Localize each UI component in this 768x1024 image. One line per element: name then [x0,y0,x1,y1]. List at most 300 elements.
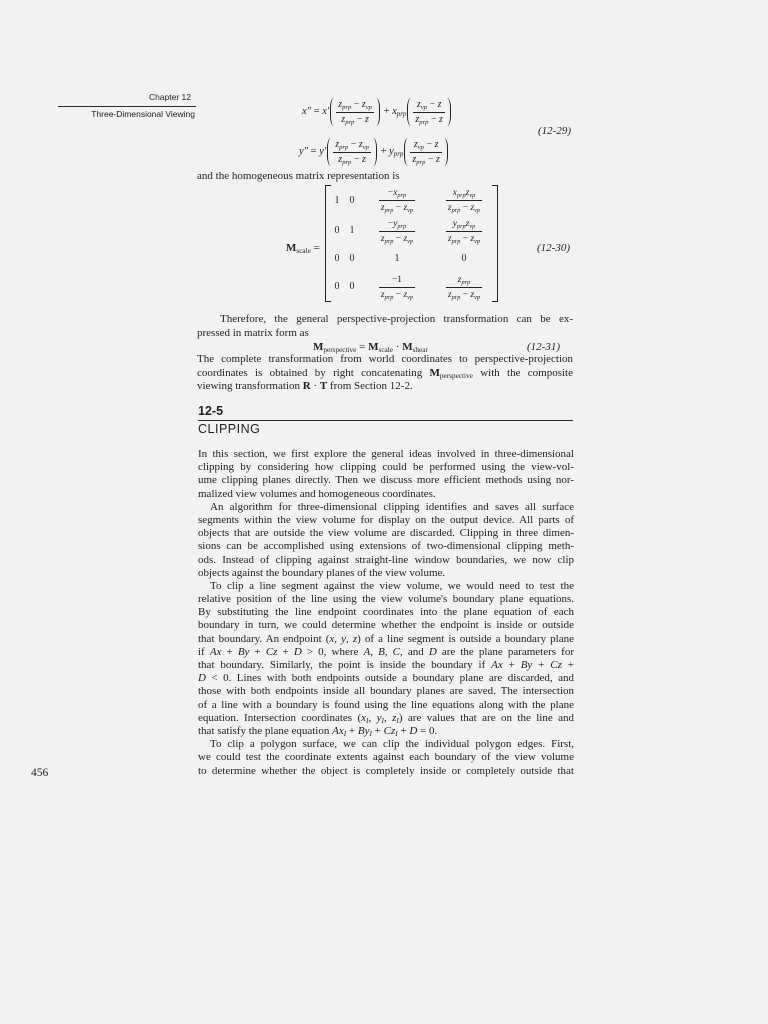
text-run: · [310,380,320,393]
variable-symbol: M [313,340,324,353]
text-line [198,474,574,487]
text-line [198,738,574,751]
paren-content [335,99,375,126]
variable-symbol: z [413,138,418,150]
variable-symbol: z [361,153,366,165]
subscript: shear [412,345,428,354]
math-variable [414,139,424,150]
math-variable [365,114,369,125]
subscript: I [369,730,372,739]
variable-symbol: z [415,113,420,125]
text-run: ) of a line segment is outside a boundary plane [357,632,574,645]
matrix-lhs [286,240,320,256]
text-run: To clip a polygon surface, we can clip the individual polygon edges. First, [210,738,574,751]
matrix-cell [343,246,361,272]
matrix-cell [331,246,343,272]
math-variable [266,646,278,658]
text-line [198,751,574,764]
text-run: To clip a line segment against the view volume, we would need to test the [210,579,574,592]
math-variable [393,646,400,658]
math-variable [377,712,384,724]
text-run: − [354,113,365,125]
parenthesized-group [329,98,381,126]
variable-symbol: D [428,645,437,658]
text-run: − [460,289,471,300]
math-variable [417,99,427,110]
variable-symbol: z [465,218,470,229]
variable-symbol: z [470,233,475,244]
subscript: scale [296,246,311,255]
matrix-cell [361,216,433,246]
variable-symbol: x [452,188,457,198]
paragraph-therefore [197,313,573,340]
text-line [198,501,574,514]
text-run: viewing transformation [197,380,303,393]
math-variable [341,114,354,125]
text-run: + [532,659,551,671]
variable-symbol: By [520,659,533,671]
variable-symbol: z [341,113,346,125]
text-run: − [428,113,440,125]
text-line [198,606,574,619]
matrix-cell [433,272,495,302]
numerator [415,99,444,112]
math-variable [403,203,413,213]
math-variable [198,672,206,684]
text-run: 0 [334,281,340,292]
matrix-cell [331,272,343,302]
equation-number-12-29: (12-29) [538,125,571,137]
math-variable [238,646,250,658]
text-run: that boundary. Similarly, the point is inside the boundary if [198,659,492,671]
text-run: objects against the boundary planes of the view volume. [198,566,446,579]
text-run: to determine whether the object is completely inside or completely outside that [198,764,574,777]
math-variable [381,234,393,244]
variable-symbol: y″ [299,145,309,157]
math-variable [335,139,348,150]
math-variable [319,147,326,158]
subscript: prp [416,158,426,166]
math-variable [470,234,480,244]
text-run: 0 [334,225,340,236]
subscript: prp [461,278,471,286]
variable-symbol: Ax [332,724,344,737]
variable-symbol: D [198,672,206,685]
subscript: vp [469,191,476,199]
math-variable [453,188,466,198]
parenthesized-group [406,98,452,126]
paragraph [198,580,574,738]
variable-symbol: z [358,138,363,150]
right-paren-shape [373,138,377,166]
variable-symbol: z [403,233,408,244]
variable-symbol: z [457,274,462,285]
text-run: + [221,645,238,658]
text-run: + [502,659,521,671]
subscript: vp [474,206,481,214]
text-run: , [334,632,342,645]
variable-symbol: z [439,113,443,125]
math-variable [299,147,308,158]
subscript: prp [384,206,394,214]
text-run: − [387,188,394,198]
matrix-cell [343,216,361,246]
text-run: coordinates is obtained by right concatenating [197,366,430,379]
variable-symbol: C [392,645,400,658]
matrix-cell [361,272,433,302]
equation-number-12-30: (12-30) [537,242,570,254]
matrix-cell [433,216,495,246]
subscript: prp [451,293,461,301]
subscript: prp [384,293,394,301]
math-variable [381,203,393,213]
paragraph [198,448,574,501]
denominator [446,287,482,301]
fraction [446,187,482,214]
math-variable [466,219,476,229]
text-run: 0 [349,253,355,264]
variable-symbol: z [470,203,475,213]
variable-symbol: z [380,203,385,213]
running-head-chapter: Chapter 12 [148,92,191,102]
subscript: prp [397,191,407,199]
variable-symbol: Ax [209,645,222,658]
variable-symbol: x [329,632,335,645]
numerator [412,139,441,152]
math-variable [384,725,398,737]
text-run: ) are values that are on the line and [398,711,575,724]
left-paren-shape [330,98,334,126]
numerator [390,274,404,287]
variable-symbol: y [393,218,398,229]
variable-symbol: M [402,340,413,353]
equation-number-12-31: (12-31) [527,341,560,353]
section-body [198,448,574,778]
math-variable [430,367,473,379]
subscript: vp [474,293,481,301]
numerator [451,218,478,231]
fraction [410,139,442,166]
text-run: + [346,724,358,737]
math-variable [368,342,393,353]
numerator [386,218,408,231]
text-run: that boundary. An endpoint ( [198,632,330,645]
variable-symbol: A [363,645,371,658]
text-run: 1 [334,194,340,206]
text-run: 0 [461,253,467,264]
math-variable [303,380,311,392]
subscript: prp [451,206,461,214]
variable-symbol: y′ [319,145,327,157]
text-run: > 0, where [301,645,364,658]
math-variable [378,646,385,658]
text-line [198,488,574,501]
variable-symbol: y [389,145,394,157]
denominator [336,112,374,126]
math-variable [338,154,351,165]
text-run: −1 [391,274,403,285]
section-number: 12-5 [198,404,224,418]
text-run: − [460,233,471,244]
right-paren-shape [444,138,448,166]
variable-symbol: z [361,98,366,110]
text-run: , [368,711,377,724]
text-line [197,380,573,394]
text-run: 0 [349,194,355,206]
variable-symbol: z [436,153,440,165]
subscript: I [395,730,398,739]
variable-symbol: x [393,188,398,198]
math-variable [438,99,442,110]
math-variable [521,659,533,671]
text-run: The complete transformation from world coordinates to perspective-projection [197,353,573,365]
subscript: I [343,730,347,739]
text-run: − [351,98,362,110]
denominator [446,231,482,245]
paren-content [332,139,372,166]
text-run: from Section 12-2. [327,380,413,393]
left-paren-shape [404,138,408,166]
text-run: In this section, we first explore the general ideas involved in three-dimensional [198,448,574,460]
subscript: prp [393,150,404,158]
variable-symbol: z [380,289,385,300]
text-run: + [377,145,390,157]
text-line [198,554,574,567]
text-line [198,646,574,659]
variable-symbol: x′ [322,105,330,117]
text-run: · [393,340,403,353]
text-run: − [351,153,362,165]
text-run: , [383,711,393,724]
fraction [379,274,415,301]
text-run: + [397,724,410,737]
variable-symbol: x [361,711,367,724]
text-run: relative position of the line using the view volume's boundary plane equations. [198,593,574,606]
text-run: 0 [334,253,340,264]
text-run: − [423,138,435,150]
text-run: ume clipping planes directly. Then we discuss more efficient methods using nor- [198,474,574,487]
equation-x-double-prime [302,96,452,128]
text-run: 1 [394,253,400,264]
variable-symbol: z [447,203,452,213]
text-run: + [380,105,393,117]
text-run: = [356,340,369,353]
subscript: prp [339,143,349,151]
fraction [333,139,371,166]
text-run: − [393,289,404,300]
text-line [198,514,574,527]
matrix-intro-text: and the homogeneous matrix representation is [197,170,400,182]
text-line [198,672,574,685]
variable-symbol: Cz [265,645,278,658]
variable-symbol: x [392,105,397,117]
denominator [446,200,482,214]
matrix-cell [331,185,343,216]
text-run: + [249,645,266,658]
math-variable [448,234,460,244]
text-run: − [348,138,359,150]
text-run: ods. Instead of clipping against straight-line window boundaries, we now clip [198,553,574,566]
variable-symbol: Cz [550,659,562,671]
matrix-cell [361,185,433,216]
equation-y-double-prime [299,136,449,168]
variable-symbol: z [447,233,452,244]
variable-symbol: R [302,380,311,393]
subscript: vp [407,206,414,214]
text-run: = [308,145,320,157]
text-line [197,327,573,341]
variable-symbol: M [429,366,440,379]
matrix-cell [331,216,343,246]
numerator [333,139,371,152]
text-run: boundary in turn, we could determine whether the endpoint is inside or outside [198,619,574,632]
text-run: , [384,645,393,658]
math-variable [286,243,311,254]
math-variable [436,154,440,165]
denominator [410,152,442,166]
subscript: scale [378,345,394,354]
variable-symbol: T [319,380,328,393]
math-variable [393,219,406,229]
paragraph [198,738,574,778]
variable-symbol: By [237,645,250,658]
paragraph-complete-transformation [197,353,573,394]
math-variable [313,342,356,353]
math-variable [491,659,503,671]
math-variable [362,99,372,110]
text-line [198,659,574,672]
variable-symbol: z [338,153,343,165]
text-run: with the composite [472,366,573,379]
variable-symbol: y [341,632,346,645]
variable-symbol: D [293,645,302,658]
math-variable [392,107,406,118]
paren-content [412,99,446,126]
parenthesized-group [326,138,378,166]
text-line [198,712,574,725]
text-run: − [460,203,471,213]
matrix-right-bracket [492,185,498,302]
text-run: − [387,218,394,229]
text-run: = [311,105,323,117]
text-run: , [345,632,353,645]
running-head-rule [58,106,196,107]
left-paren-shape [327,138,331,166]
math-variable [466,188,476,198]
left-paren-shape [407,98,411,126]
variable-symbol: z [470,289,475,300]
fraction [379,218,415,245]
variable-symbol: z [403,203,408,213]
variable-symbol: z [352,632,358,645]
page-number: 456 [31,767,49,779]
variable-symbol: z [465,188,470,198]
right-paren-shape [447,98,451,126]
numerator [451,187,478,200]
math-variable [439,114,443,125]
variable-symbol: z [416,98,421,110]
text-run: malized view volumes and homogeneous coordinates. [198,487,436,500]
subscript: I [396,716,399,725]
variable-symbol: z [364,113,369,125]
text-run: An algorithm for three-dimensional clipping identifies and saves all surface [210,500,574,513]
math-variable [358,725,372,737]
text-run: − [393,203,404,213]
subscript: perspective [323,345,357,354]
text-run: if [198,645,210,658]
text-run: segments within the view volume for display on the output device. All parts of [198,513,574,526]
matrix-cell [433,185,495,216]
denominator [379,287,415,301]
subscript: vp [420,103,427,111]
subscript: prp [384,237,394,245]
text-line [197,313,573,327]
math-variable [392,712,399,724]
text-run: − [425,153,437,165]
text-run: that satisfy the plane equation [198,724,333,737]
text-line [198,633,574,646]
variable-symbol: z [338,98,343,110]
text-run: Therefore, the general perspective-projection transformation can be ex- [220,313,573,325]
text-run: clipping by considering how clipping could be performed using the view-vol- [198,461,574,474]
math-variable [412,154,425,165]
variable-symbol: Ax [491,659,503,671]
paragraph [198,501,574,580]
subscript: I [381,716,384,725]
fraction [413,99,445,126]
subscript: prp [342,158,352,166]
homogeneous-matrix [325,185,498,302]
math-variable [458,275,470,285]
text-line [198,540,574,553]
numerator [386,187,408,200]
text-run: + [371,724,384,737]
text-run: equation. Intersection coordinates ( [198,711,362,724]
text-run: objects that are outside the view volume are discarded. Clipping in three dimen- [198,527,574,540]
subscript: prp [397,222,407,230]
variable-symbol: z [335,138,340,150]
text-line [198,685,574,698]
math-variable [294,646,302,658]
math-variable [389,147,403,158]
variable-symbol: z [437,98,442,110]
text-line [197,367,573,381]
math-variable [448,290,460,300]
subscript: prp [342,103,352,111]
subscript: vp [407,293,414,301]
text-run: + [277,645,294,658]
math-variable [415,114,428,125]
numerator [336,99,374,112]
math-variable [429,646,437,658]
equation-perspective [313,340,428,354]
variable-symbol: M [286,241,297,254]
text-line [197,353,573,367]
variable-symbol: M [368,340,379,353]
math-variable [338,99,351,110]
text-line [198,567,574,580]
matrix-cell [343,185,361,216]
variable-symbol: y [452,218,457,229]
text-run: By substituting the line endpoint coordinates into the plane equation of each [198,606,574,619]
variable-symbol: y [376,711,382,724]
text-line [198,580,574,593]
math-variable [470,290,480,300]
variable-symbol: z [412,153,417,165]
fraction [446,274,482,301]
variable-symbol: D [409,724,418,737]
text-run: , and [399,645,429,658]
